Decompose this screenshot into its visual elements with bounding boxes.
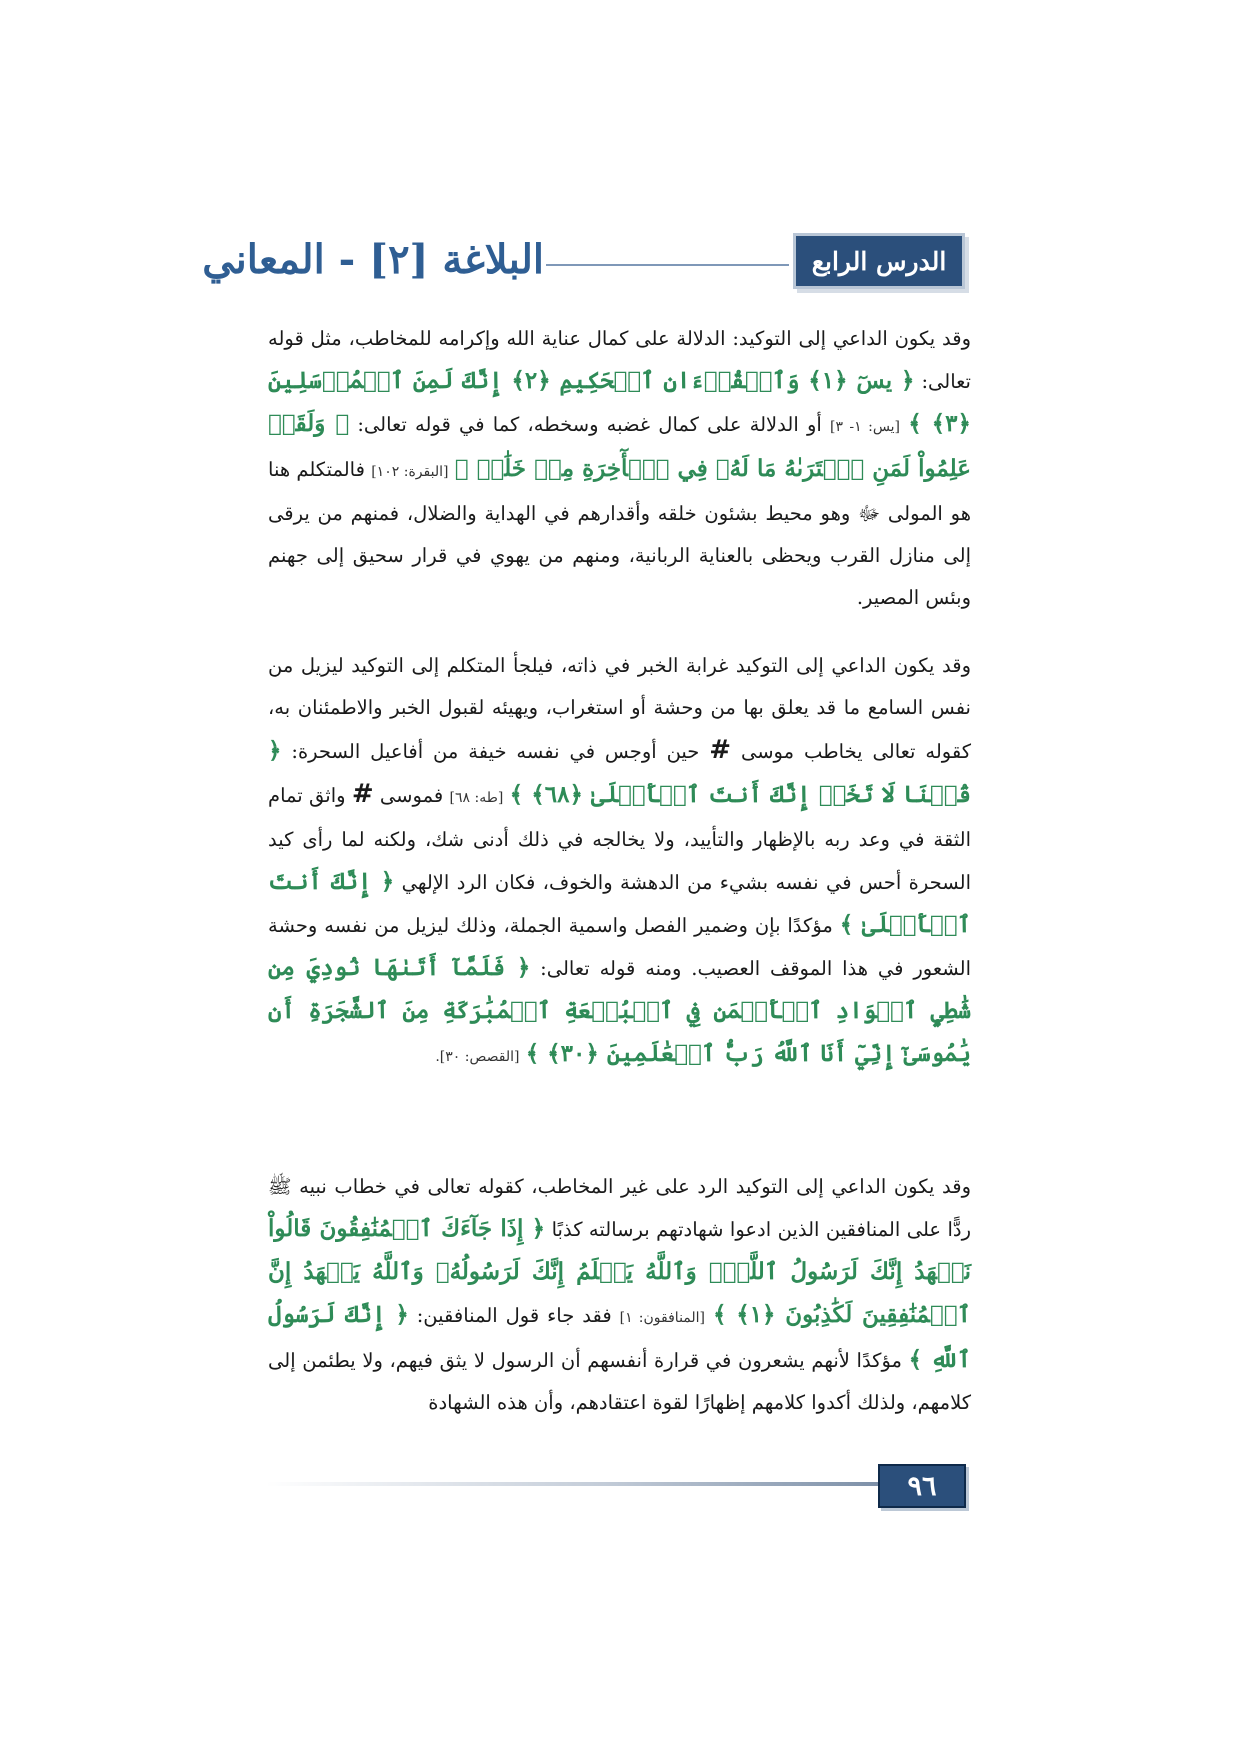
quran-verse-taha: ﴿ قُلۡنَا لَا تَخَفۡ إِنَّكَ أَنتَ ٱلۡأَعۡلَىٰ ﴿٦٨﴾ ﴾ bbox=[268, 737, 972, 808]
quran-verse-qasas: ﴿ فَلَمَّآ أَتَىٰهَا نُودِيَ مِن شَٰطِيِٕ ٱلۡوَادِ ٱلۡأَيۡمَنِ فِي ٱلۡبُقۡعَةِ ٱلۡمُبَٰرَكَةِ مِنَ ٱلشَّجَرَةِ أَن يَٰمُوسَىٰٓ إِنِّيٓ أَنَا ٱللَّهُ رَبُّ ٱلۡعَٰلَمِينَ ﴿٣٠﴾ ﴾ bbox=[268, 954, 971, 1067]
p1-text-2: أو الدلالة على كمال غضبه وسخطه، كما في قوله تعالى: bbox=[349, 413, 830, 436]
lesson-label: الدرس الرابع bbox=[811, 246, 947, 276]
p2-text-4: واثق تمام الثقة في وعد ربه بالإظهار والتأييد، ولا يخالجه في ذلك أدنى شك، ولكنه لما رأى كيد السحرة أحس في نفسه بشيء من الدهشة والخوف، فكان الرد الإلهي bbox=[268, 784, 971, 894]
p1-text-1: وقد يكون الداعي إلى التوكيد: الدلالة على كمال عناية الله وإكرامه للمخاطب، مثل قوله تعالى: bbox=[268, 327, 971, 393]
verse-reference: [القصص: ٣٠]. bbox=[435, 1049, 520, 1065]
paragraph-2 bbox=[268, 645, 971, 1078]
page-number-box bbox=[878, 1464, 966, 1508]
p3-text-3: مؤكدًا لأنهم يشعرون في قرارة أنفسهم أن الرسول لا يثق فيهم، ولا يطئمن إلى كلامهم، ولذلك أكدوا كلامهم إظهارًا لقوة اعتقادهم، وأن هذه الشهادة bbox=[268, 1349, 971, 1414]
quran-verse-inline: ﴿ إِنَّكَ أَنتَ ٱلۡأَعۡلَىٰ ﴾ bbox=[268, 868, 971, 938]
quran-verse-yasin: ﴿ يسٓ ﴿١﴾ وَٱلۡقُرۡءَانِ ٱلۡحَكِيمِ ﴿٢﴾ إِنَّكَ لَمِنَ ٱلۡمُرۡسَلِينَ ﴿٣﴾ ﴾ bbox=[268, 367, 971, 437]
lesson-label-box bbox=[793, 233, 965, 289]
p1-text-3: فالمتكلم هنا هو المولى ﷻ وهو محيط بشئون خلقه وأقدارهم في الهداية والضلال، فمنهم من يرقى إلى منازل القرب ويحظى بالعناية الربانية، ومنهم من يهوي في قرار سحيق إلى جهنم وبئس المصير. bbox=[268, 458, 971, 609]
p2-text-1: وقد يكون الداعي إلى التوكيد غرابة الخبر في ذاته، فيلجأ المتكلم إلى التوكيد ليزيل من نفس السامع ما قد يعلق بها من وحشة أو استغراب، ويهيئه لقبول الخبر والاطمئنان به، كقوله تعالى يخاطب موسى bbox=[268, 654, 971, 763]
paragraph-3 bbox=[268, 1166, 971, 1424]
p3-text-1: وقد يكون الداعي إلى التوكيد الرد على غير المخاطب، كقوله تعالى في خطاب نبيه ﷺ ردًّا على المنافقين الذين ادعوا شهادتهم برسالته كذبًا bbox=[268, 1175, 972, 1241]
p2-text-2: حين أوجس في نفسه خيفة من أفاعيل السحرة: bbox=[281, 740, 710, 763]
p2-text-3: فموسى bbox=[373, 784, 450, 807]
p3-text-2: فقد جاء قول المنافقين: bbox=[408, 1304, 620, 1327]
header-divider bbox=[546, 264, 789, 266]
quran-verse-munafiqun: ﴿ إِذَا جَآءَكَ ٱلۡمُنَٰفِقُونَ قَالُواْ نَشۡهَدُ إِنَّكَ لَرَسُولُ ٱللَّهِۗ وَٱللَّهُ يَعۡلَمُ إِنَّكَ لَرَسُولُهُۥ وَٱللَّهُ يَشۡهَدُ إِنَّ ٱلۡمُنَٰفِقِينَ لَكَٰذِبُونَ ﴿١﴾ ﴾ bbox=[268, 1215, 972, 1328]
paragraph-1 bbox=[268, 318, 971, 619]
verse-reference: [البقرة: ١٠٢] bbox=[371, 464, 449, 480]
verse-reference: [طه: ٦٨] bbox=[449, 790, 504, 806]
page-number: ٩٦ bbox=[907, 1470, 937, 1502]
verse-reference: [يس: ١- ٣] bbox=[829, 419, 901, 435]
verse-reference: [المنافقون: ١] bbox=[619, 1310, 706, 1326]
p2-text-5: مؤكدًا بإن وضمير الفصل واسمية الجملة، وذلك ليزيل من نفسه وحشة الشعور في هذا الموقف العصيب. ومنه قوله تعالى: bbox=[268, 914, 972, 980]
quran-verse-baqarah: ﴿ وَلَقَدۡ عَلِمُواْ لَمَنِ ٱشۡتَرَىٰهُ مَا لَهُۥ فِي ٱلۡأٓخِرَةِ مِنۡ خَلَٰقٖ ﴾ bbox=[268, 410, 971, 482]
hash-mark: # bbox=[351, 779, 374, 809]
hash-mark: # bbox=[709, 735, 732, 765]
book-title: البلاغة [٢] - المعاني bbox=[202, 236, 544, 283]
footer-divider bbox=[266, 1482, 878, 1486]
quran-verse-inline: ﴿ إِنَّكَ لَرَسُولُ ٱللَّهِ ﴾ bbox=[268, 1301, 971, 1373]
